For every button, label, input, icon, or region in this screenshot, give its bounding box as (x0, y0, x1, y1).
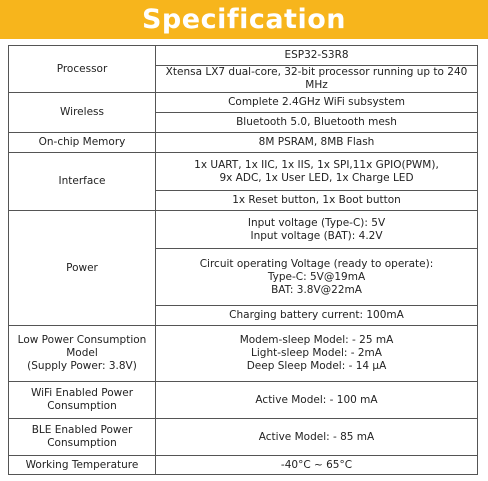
low-power-modem-sleep: Modem-sleep Model: - 25 mA (239, 334, 394, 346)
processor-core: Xtensa LX7 dual-core, 32-bit processor running up to 240 MHz (156, 66, 478, 93)
row-label-processor: Processor (9, 46, 156, 93)
row-label-temperature: Working Temperature (9, 456, 156, 475)
interface-line-2: 9x ADC, 1x User LED, 1x Charge LED (219, 171, 414, 184)
page-title: Specification (141, 4, 346, 35)
low-power-light-sleep: Light-sleep Model: - 2mA (251, 347, 382, 359)
low-power-label-line-2: Model (66, 347, 98, 359)
table-row (9, 419, 478, 456)
wifi-power-value: Active Model: - 100 mA (156, 382, 478, 419)
row-label-low-power (9, 326, 156, 382)
temperature-value: -40°C ~ 65°C (156, 456, 478, 475)
low-power-label-line-3: (Supply Power: 3.8V) (27, 360, 137, 372)
processor-chip: ESP32-S3R8 (156, 46, 478, 66)
power-operating-line-1: Circuit operating Voltage (ready to operate): (199, 257, 434, 270)
low-power-label-line-1: Low Power Consumption (17, 334, 147, 346)
table-row (9, 211, 478, 249)
low-power-deep-sleep: Deep Sleep Model: - 14 μA (246, 360, 387, 372)
low-power-values (156, 326, 478, 382)
wireless-wifi: Complete 2.4GHz WiFi subsystem (156, 93, 478, 113)
row-label-wifi-power (9, 382, 156, 419)
table-row (9, 326, 478, 382)
wifi-power-label-line-2: Consumption (47, 400, 117, 412)
ble-power-label-line-2: Consumption (47, 437, 117, 449)
power-charging: Charging battery current: 100mA (156, 306, 478, 326)
power-input-line-1: Input voltage (Type-C): 5V (247, 216, 386, 229)
table-row (9, 382, 478, 419)
row-label-ble-power (9, 419, 156, 456)
interface-peripherals (156, 153, 478, 191)
interface-line-1: 1x UART, 1x IIC, 1x IIS, 1x SPI,11x GPIO(PWM), (194, 158, 439, 171)
power-operating-line-3: BAT: 3.8V@22mA (271, 283, 362, 296)
table-row (9, 46, 478, 66)
memory-value: 8M PSRAM, 8MB Flash (156, 133, 478, 153)
table-row (9, 133, 478, 153)
title-banner (0, 0, 488, 39)
power-input-line-2: Input voltage (BAT): 4.2V (250, 229, 383, 242)
power-operating-line-2: Type-C: 5V@19mA (267, 270, 366, 283)
row-label-interface: Interface (9, 153, 156, 211)
table-row (9, 456, 478, 475)
power-operating (156, 249, 478, 306)
ble-power-value: Active Model: - 85 mA (156, 419, 478, 456)
wifi-power-label-line-1: WiFi Enabled Power (30, 387, 134, 399)
power-input (156, 211, 478, 249)
row-label-power: Power (9, 211, 156, 326)
interface-buttons: 1x Reset button, 1x Boot button (156, 191, 478, 211)
table-row (9, 153, 478, 191)
row-label-memory: On-chip Memory (9, 133, 156, 153)
ble-power-label-line-1: BLE Enabled Power (31, 424, 133, 436)
spec-table (8, 45, 478, 475)
row-label-wireless: Wireless (9, 93, 156, 133)
wireless-bluetooth: Bluetooth 5.0, Bluetooth mesh (156, 113, 478, 133)
table-row (9, 93, 478, 113)
